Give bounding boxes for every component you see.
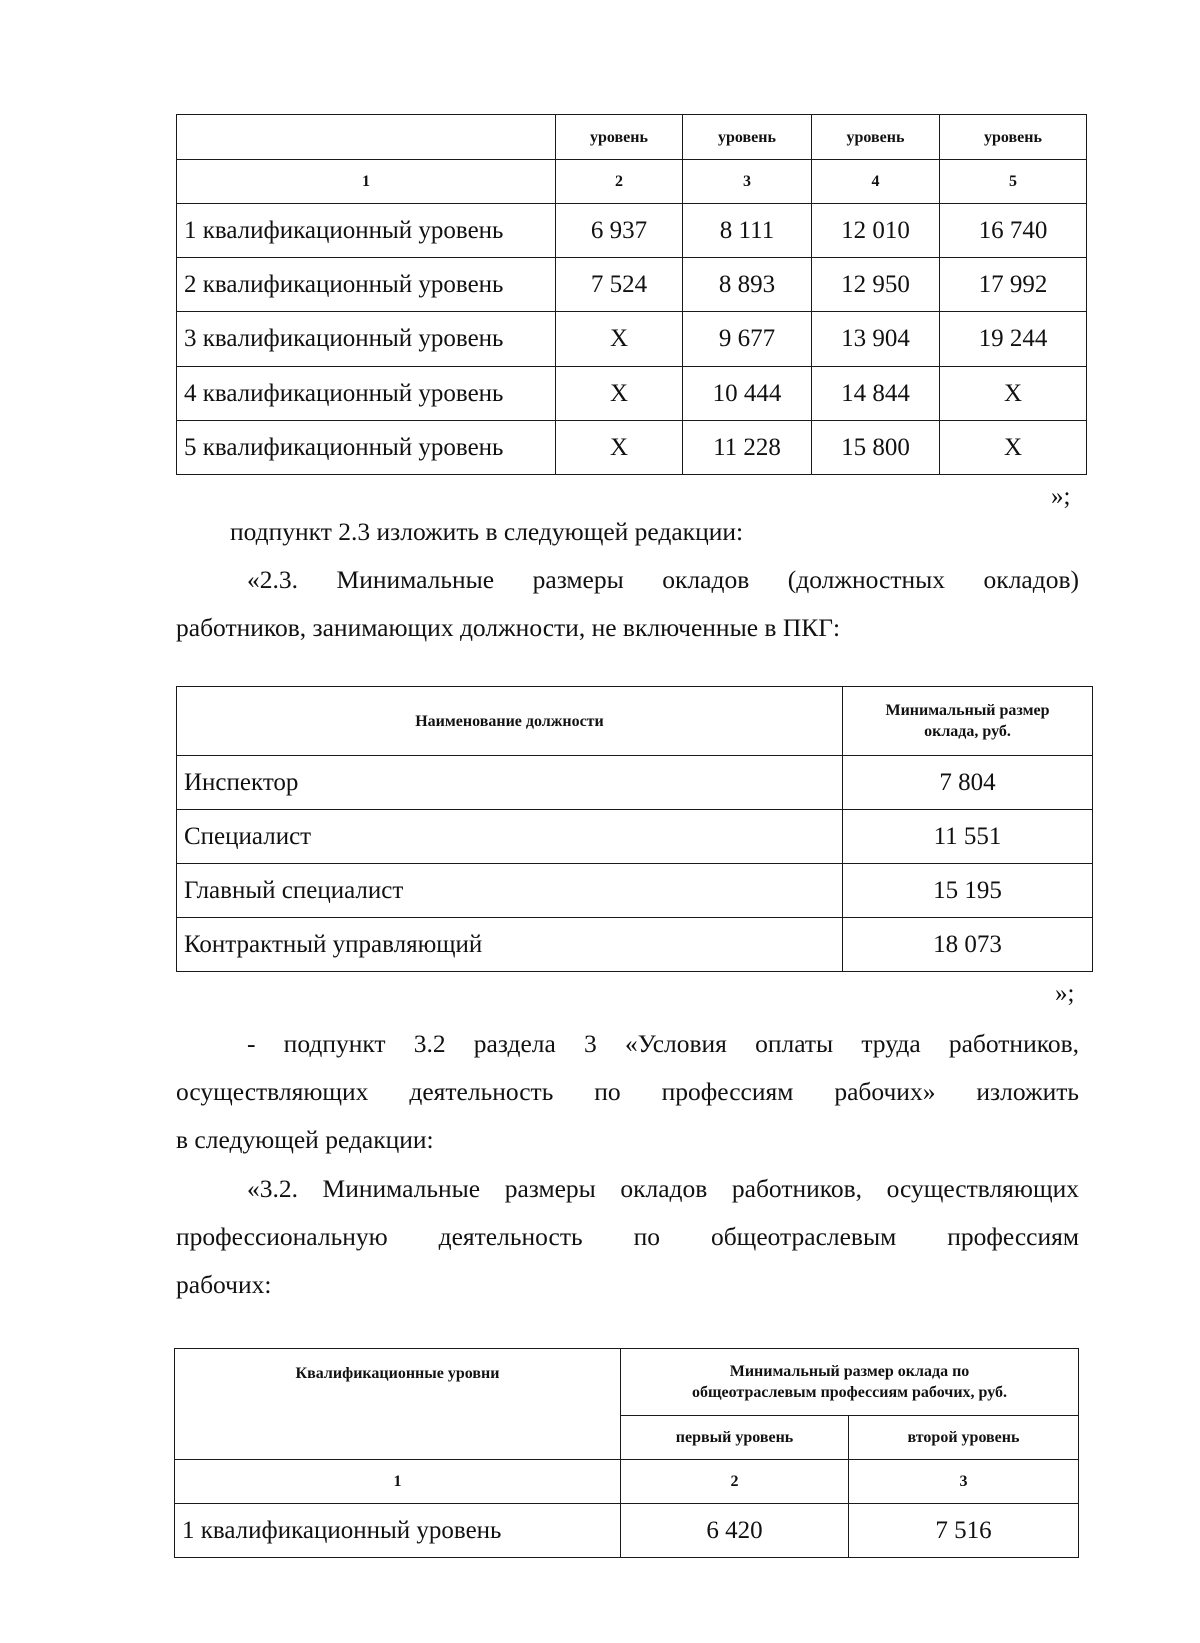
header-salary	[843, 687, 1093, 756]
table-cell: 17 992	[940, 258, 1087, 312]
row-label: 2 квалификационный уровень	[177, 258, 556, 312]
table-row	[177, 864, 1093, 918]
paragraph-subpoint-2-3: подпункт 2.3 изложить в следующей редакции:	[230, 517, 744, 546]
positions-salary-table	[176, 686, 1093, 972]
paragraph-2-3-line-2: работников, занимающих должности, не включенные в ПКГ:	[176, 613, 841, 642]
column-number: 1	[177, 160, 556, 204]
table-cell: 14 844	[812, 367, 940, 421]
column-number: 3	[849, 1460, 1079, 1504]
paragraph-3-2-intro-line-3: в следующей редакции:	[176, 1125, 434, 1154]
column-number: 2	[621, 1460, 849, 1504]
table-cell: X	[940, 367, 1087, 421]
table-cell: 6 420	[621, 1504, 849, 1558]
table-row	[177, 810, 1093, 864]
position-name: Главный специалист	[177, 864, 843, 918]
header-cell-level: уровень	[683, 115, 812, 160]
column-number: 5	[940, 160, 1087, 204]
header-position: Наименование должности	[177, 687, 843, 756]
table-cell: 13 904	[812, 312, 940, 367]
table-number-row	[175, 1460, 1079, 1504]
table-cell: X	[556, 421, 683, 475]
table-cell: 8 893	[683, 258, 812, 312]
position-name: Инспектор	[177, 756, 843, 810]
closing-quote: »;	[1051, 483, 1071, 510]
table-cell: 16 740	[940, 204, 1087, 258]
header-min-salary-line-2: общеотраслевым профессиям рабочих, руб.	[692, 1384, 1008, 1401]
header-min-salary	[621, 1349, 1079, 1416]
column-number: 1	[175, 1460, 621, 1504]
column-number: 4	[812, 160, 940, 204]
table-cell: 12 010	[812, 204, 940, 258]
header-cell-level: уровень	[556, 115, 683, 160]
table-cell: 7 524	[556, 258, 683, 312]
row-label: 1 квалификационный уровень	[175, 1504, 621, 1558]
paragraph-3-2-line-1: «3.2. Минимальные размеры окладов работников, осуществляющих	[247, 1174, 1079, 1203]
table-cell: 10 444	[683, 367, 812, 421]
table-row	[177, 421, 1087, 475]
table-row	[177, 258, 1087, 312]
paragraph-2-3-line-1: «2.3. Минимальные размеры окладов (должностных окладов)	[247, 565, 1079, 594]
table-header-row	[177, 115, 1087, 160]
row-label: 5 квалификационный уровень	[177, 421, 556, 475]
table-cell: 9 677	[683, 312, 812, 367]
header-cell-empty	[177, 115, 556, 160]
paragraph-3-2-line-2: профессиональную деятельность по общеотраслевым профессиям	[176, 1222, 1079, 1251]
header-first-level: первый уровень	[621, 1416, 849, 1460]
table-cell: X	[556, 312, 683, 367]
table-cell: 19 244	[940, 312, 1087, 367]
paragraph-3-2-intro-line-2: осуществляющих деятельность по профессиям рабочих» изложить	[176, 1077, 1079, 1106]
header-second-level: второй уровень	[849, 1416, 1079, 1460]
table-header-row	[175, 1349, 1079, 1416]
header-salary-line-2: оклада, руб.	[924, 723, 1011, 740]
header-cell-level: уровень	[940, 115, 1087, 160]
header-min-salary-line-1: Минимальный размер оклада по	[729, 1363, 970, 1380]
table-header-row	[177, 687, 1093, 756]
paragraph-3-2-intro-line-1: - подпункт 3.2 раздела 3 «Условия оплаты труда работников,	[247, 1029, 1079, 1058]
table-number-row	[177, 160, 1087, 204]
column-number: 2	[556, 160, 683, 204]
table-cell: 8 111	[683, 204, 812, 258]
paragraph-3-2-line-3: рабочих:	[176, 1270, 272, 1299]
table-row	[177, 756, 1093, 810]
salary-value: 11 551	[843, 810, 1093, 864]
header-cell-level: уровень	[812, 115, 940, 160]
qualification-salary-table	[176, 114, 1087, 475]
table-cell: 15 800	[812, 421, 940, 475]
worker-professions-salary-table	[174, 1348, 1079, 1558]
table-cell: 12 950	[812, 258, 940, 312]
table-cell: X	[940, 421, 1087, 475]
position-name: Специалист	[177, 810, 843, 864]
table-row	[177, 367, 1087, 421]
table-row	[177, 918, 1093, 972]
table-row	[177, 312, 1087, 367]
header-qualification-levels: Квалификационные уровни	[175, 1349, 621, 1460]
salary-value: 15 195	[843, 864, 1093, 918]
table-cell: X	[556, 367, 683, 421]
table-cell: 7 516	[849, 1504, 1079, 1558]
position-name: Контрактный управляющий	[177, 918, 843, 972]
salary-value: 18 073	[843, 918, 1093, 972]
closing-quote: »;	[1055, 980, 1075, 1007]
column-number: 3	[683, 160, 812, 204]
row-label: 3 квалификационный уровень	[177, 312, 556, 367]
table-row	[177, 204, 1087, 258]
row-label: 4 квалификационный уровень	[177, 367, 556, 421]
salary-value: 7 804	[843, 756, 1093, 810]
table-cell: 11 228	[683, 421, 812, 475]
header-salary-line-1: Минимальный размер	[885, 702, 1050, 719]
table-cell: 6 937	[556, 204, 683, 258]
table-row	[175, 1504, 1079, 1558]
row-label: 1 квалификационный уровень	[177, 204, 556, 258]
